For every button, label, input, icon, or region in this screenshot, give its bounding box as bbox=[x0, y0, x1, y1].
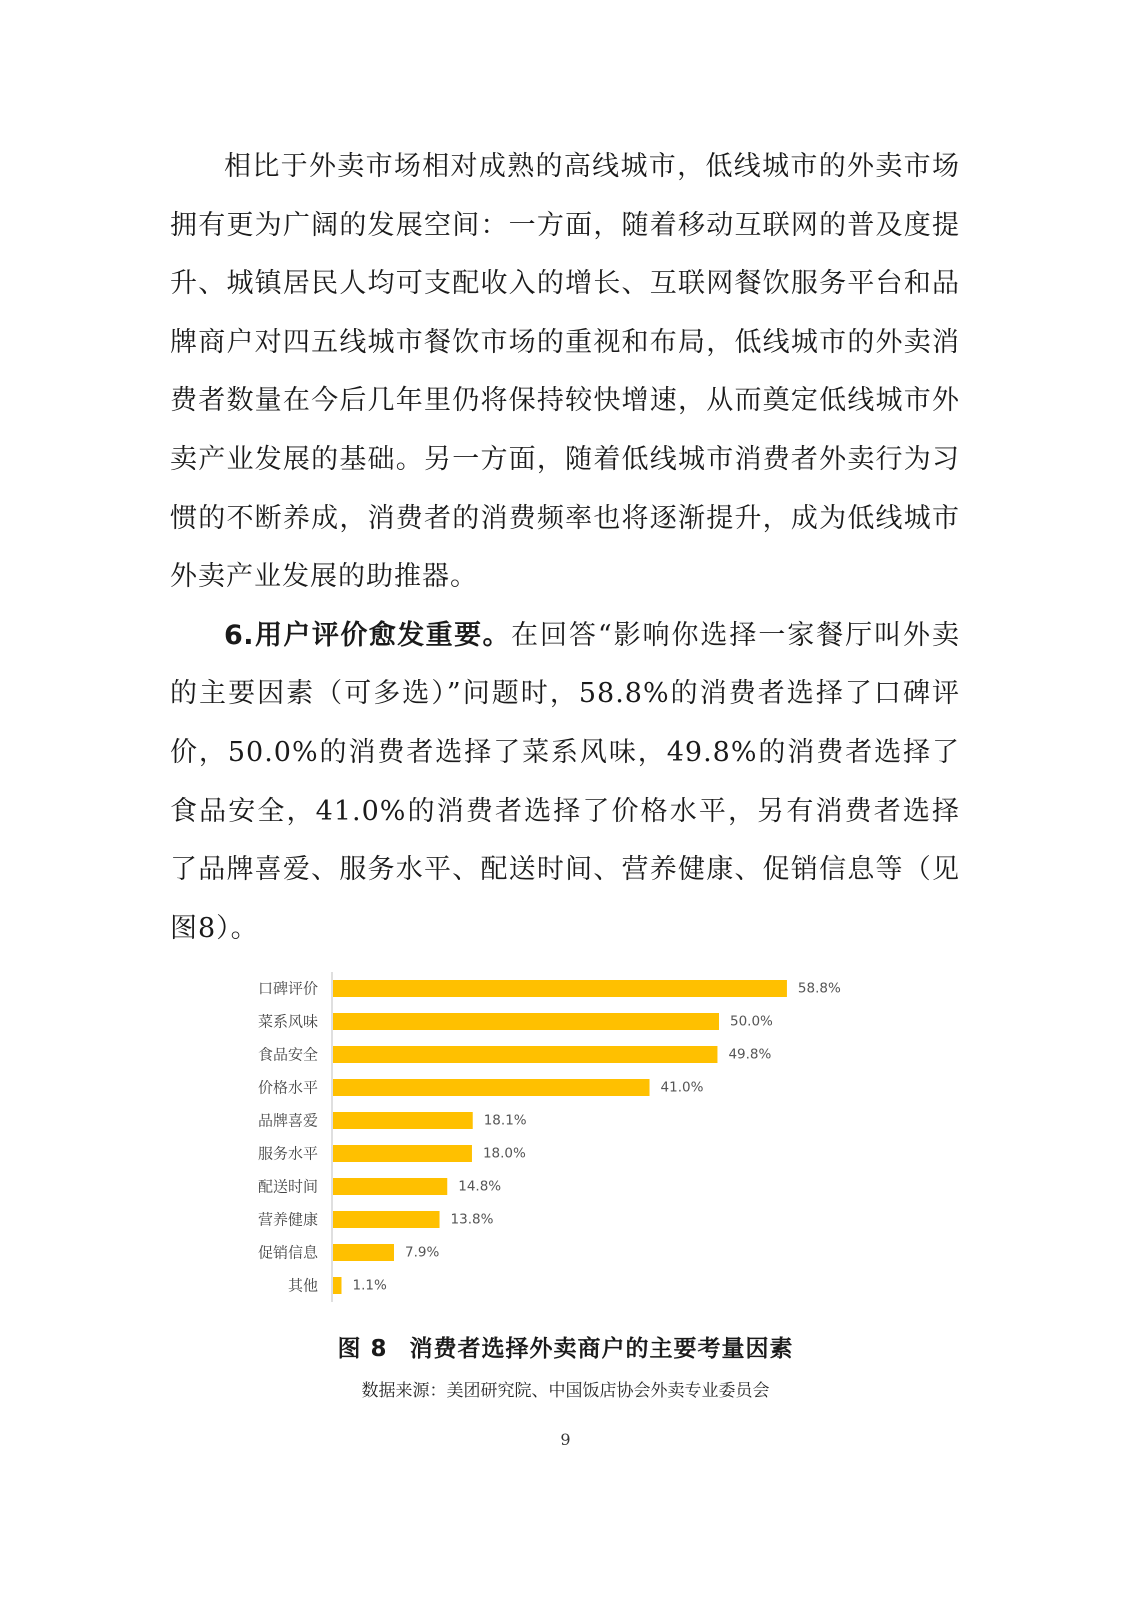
category-label: 品牌喜爱 bbox=[257, 1111, 318, 1130]
figure-source: 数据来源：美团研究院、中国饭店协会外卖专业委员会 bbox=[361, 1381, 770, 1401]
category-label: 营养健康 bbox=[257, 1210, 318, 1229]
paragraph-2-lead: 6.用户评价愈发重要。 bbox=[224, 619, 511, 651]
bar bbox=[333, 1244, 394, 1261]
category-label: 菜系风味 bbox=[257, 1012, 318, 1031]
bar bbox=[333, 1046, 717, 1063]
category-label: 价格水平 bbox=[257, 1078, 318, 1097]
data-label: 1.1% bbox=[352, 1277, 387, 1294]
category-label: 配送时间 bbox=[257, 1177, 318, 1196]
bar bbox=[333, 1178, 447, 1195]
bar bbox=[333, 1277, 341, 1294]
bar bbox=[333, 1145, 472, 1162]
paragraph-2 bbox=[170, 607, 960, 959]
bar bbox=[333, 1211, 440, 1228]
paragraph-2-text: 在回答“影响你选择一家餐厅叫外卖的主要因素（可多选）”问题时，58.8%的消费者选择了口碑评价，50.0%的消费者选择了菜系风味，49.8%的消费者选择了食品安全，41.0%的消费者选择了价格水平，另有消费者选择了品牌喜爱、服务水平、配送时间、营养健康、促销信息等（见图8）。 bbox=[170, 619, 960, 944]
body-text bbox=[170, 138, 960, 958]
category-label: 促销信息 bbox=[257, 1243, 318, 1262]
category-label: 服务水平 bbox=[257, 1144, 318, 1163]
data-label: 41.0% bbox=[660, 1079, 704, 1096]
bar-chart-svg bbox=[200, 968, 920, 1308]
figure-number: 图 8 bbox=[337, 1336, 388, 1362]
data-label: 58.8% bbox=[797, 980, 841, 997]
page-number: 9 bbox=[560, 1430, 571, 1449]
data-label: 7.9% bbox=[404, 1244, 440, 1261]
data-label: 13.8% bbox=[450, 1211, 494, 1228]
data-label: 49.8% bbox=[728, 1046, 772, 1063]
paragraph-1: 相比于外卖市场相对成熟的高线城市，低线城市的外卖市场拥有更为广阔的发展空间：一方面，随着移动互联网的普及度提升、城镇居民人均可支配收入的增长、互联网餐饮服务平台和品牌商户对四五线城市餐饮市场的重视和布局，低线城市的外卖消费者数量在今后几年里仍将保持较快增速，从而奠定低线城市外卖产业发展的基础。另一方面，随着低线城市消费者外卖行为习惯的不断养成，消费者的消费频率也将逐渐提升，成为低线城市外卖产业发展的助推器。 bbox=[170, 151, 960, 593]
bar bbox=[333, 1079, 650, 1096]
category-label: 口碑评价 bbox=[257, 979, 318, 998]
category-label: 其他 bbox=[287, 1276, 318, 1295]
bar-chart bbox=[200, 968, 920, 1308]
bar bbox=[333, 980, 787, 997]
bar bbox=[333, 1013, 719, 1030]
data-label: 18.0% bbox=[482, 1145, 526, 1162]
figure-caption bbox=[0, 1330, 1131, 1363]
data-label: 50.0% bbox=[730, 1013, 773, 1030]
category-label: 食品安全 bbox=[257, 1045, 318, 1064]
bar bbox=[333, 1112, 473, 1129]
data-label: 14.8% bbox=[458, 1178, 502, 1195]
figure-title: 消费者选择外卖商户的主要考量因素 bbox=[409, 1336, 794, 1362]
data-label: 18.1% bbox=[483, 1112, 527, 1129]
